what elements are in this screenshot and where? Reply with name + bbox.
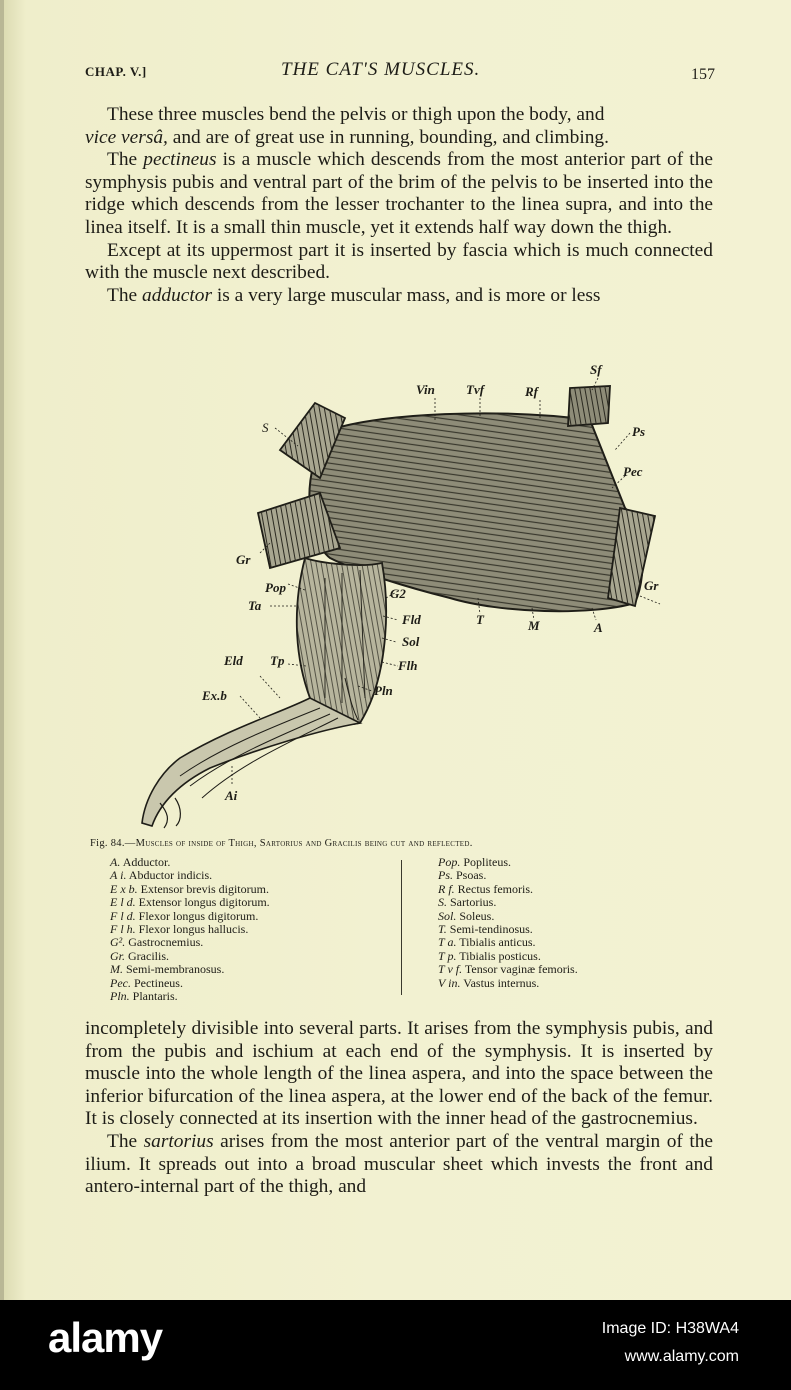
legend-item: Pop. Popliteus. (438, 855, 512, 869)
thigh-muscle-illustration (120, 358, 680, 833)
label-g2: G2 (390, 586, 406, 601)
label-ai: Ai (225, 788, 238, 803)
image-id: Image ID: H38WA4 (601, 1320, 739, 1337)
label-fld: Fld (402, 612, 421, 627)
legend-item: T. Semi-tendinosus. (438, 922, 533, 937)
label-ps: Ps (632, 424, 645, 439)
legend-item: T v f. Tensor vaginæ femoris. (438, 962, 578, 977)
site-url: www.alamy.com (624, 1348, 739, 1365)
label-tvf: Tvf (466, 382, 485, 397)
paragraph-top (85, 104, 713, 307)
page-spine-edge (0, 0, 4, 1300)
stock-watermark-bar (0, 1300, 791, 1390)
p2-italic: pectineus (143, 149, 217, 171)
legend-item: F l d. Flexor longus digitorum. (110, 908, 259, 923)
legend-item: M. Semi-membranosus. (110, 962, 225, 977)
label-pec: Pec (623, 464, 643, 479)
alamy-logo: alamy (48, 1314, 163, 1361)
label-eld: Eld (224, 653, 243, 668)
p2-text: is a muscle which descends from the most anterior part of the symphysis pubis and ventral part of the brim of the pelvis to be inserted into the ridge which descends from the lesser trochanter to the linea supra, and into the linea itself. It is a small thin muscle, yet it extends half way down the thigh. (85, 149, 713, 238)
p1-text-cont: and are of great use in running, bounding, and climbing. (167, 126, 609, 148)
page-header (85, 58, 715, 88)
legend-item: F l h. Flexor longus hallucis. (110, 922, 249, 937)
chapter-marker: CHAP. V.] (85, 64, 147, 79)
label-exb: Ex.b (202, 688, 227, 703)
label-m: M (528, 618, 540, 633)
label-pop: Pop (265, 580, 286, 595)
label-gr-left: Gr (236, 552, 251, 567)
legend-item: T a. Tibialis anticus. (438, 935, 536, 950)
legend-item: Gr. Gracilis. (110, 948, 170, 963)
p4-text-start: The (107, 284, 142, 306)
running-title: THE CAT'S MUSCLES. (281, 59, 481, 80)
legend-item: E l d. Extensor longus digitorum. (110, 895, 270, 910)
legend-item: A i. Abductor indicis. (110, 868, 213, 883)
caption-text: Muscles of inside of Thigh, Sartorius and Gracilis being cut and reflected. (135, 838, 473, 849)
label-ta: Ta (248, 598, 262, 613)
label-sol: Sol (402, 634, 420, 649)
label-gr-right: Gr (644, 578, 659, 593)
legend-item: V in. Vastus internus. (438, 975, 540, 990)
p1-text: These three muscles bend the pelvis or thigh upon the body, and (107, 104, 605, 125)
legend-item: S. Sartorius. (438, 895, 497, 910)
legend-right (438, 856, 578, 990)
p3-text: Except at its uppermost part it is inserted by fascia which is much connected with the muscle next described. (85, 239, 713, 284)
label-rf: Rf (525, 384, 538, 399)
anatomical-figure (120, 358, 680, 833)
p1-italic: vice versâ, (85, 126, 168, 148)
label-a: A (594, 620, 603, 635)
legend-item: Ps. Psoas. (438, 868, 487, 883)
legend-item: Pec. Pectineus. (110, 975, 183, 990)
p4-text: is a very large muscular mass, and is more or less (212, 284, 601, 306)
label-s: S (262, 420, 269, 435)
label-flh: Flh (398, 658, 418, 673)
p5-text: incompletely divisible into several parts. It arises from the symphysis pubis, and from the pubis and ischium at each end of the symphysis. It is inserted by muscle into the whole length of the linea aspera, and into the space between the inferior bifurcation of the linea aspera, at the lower end of the back of the femur. It is closely connected at its insertion with the inner head of the gastrocnemius. (85, 1018, 713, 1130)
foot (142, 698, 360, 826)
label-pln: Pln (374, 683, 393, 698)
p6-italic: sartorius (143, 1130, 214, 1152)
figure-caption (90, 838, 715, 849)
p4-italic: adductor (142, 284, 213, 306)
legend-divider (401, 860, 402, 995)
page-number: 157 (691, 66, 715, 83)
legend-left (110, 856, 270, 1003)
paragraph-bottom (85, 1018, 713, 1199)
legend-item: A. Adductor. (110, 855, 171, 869)
label-sf: Sf (590, 362, 602, 377)
p6-text: arises from the most anterior part of the ventral margin of the ilium. It spreads out into a broad muscular sheet which invests the front and antero-internal part of the thigh, and (85, 1130, 714, 1198)
label-vin: Vin (416, 382, 435, 397)
legend-item: Sol. Soleus. (438, 908, 495, 923)
legend-item: E x b. Extensor brevis digitorum. (110, 881, 269, 896)
legend-item: Pln. Plantaris. (110, 989, 178, 1004)
label-tp: Tp (270, 653, 285, 668)
legend-item: T p. Tibialis posticus. (438, 948, 541, 963)
p2-text-start: The (107, 149, 144, 171)
p6-text-start: The (107, 1130, 144, 1152)
legend-item: R f. Rectus femoris. (438, 881, 533, 896)
label-t: T (476, 612, 484, 627)
legend-item: G². Gastrocnemius. (110, 935, 204, 950)
caption-fig-number: Fig. 84.— (90, 838, 136, 849)
